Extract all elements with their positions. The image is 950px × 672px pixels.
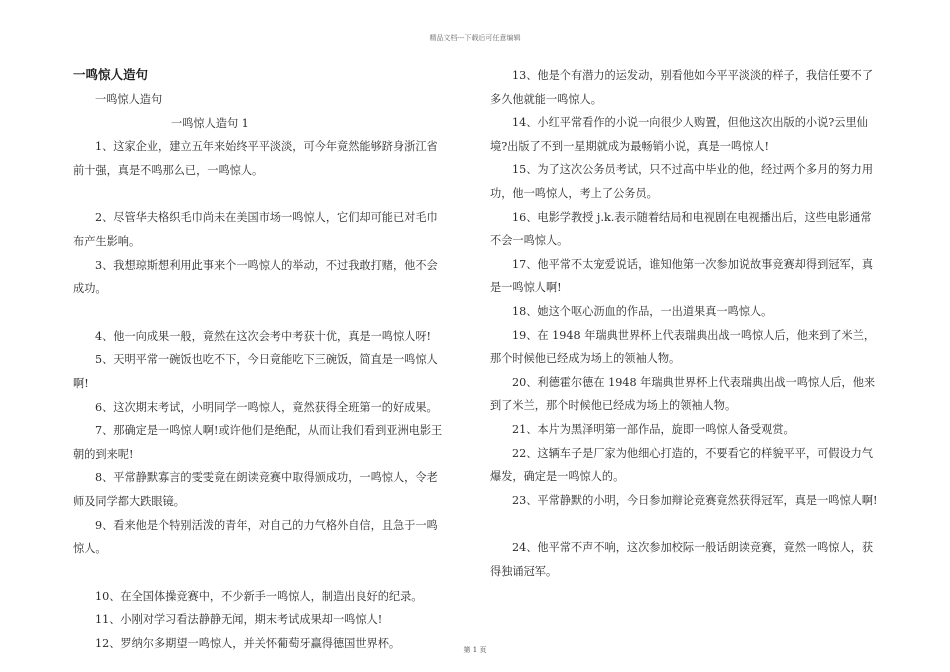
list-item: 3、我想琼斯想利用此事来个一鸣惊人的举动，不过我敢打赌，他不会成功。 bbox=[73, 258, 438, 296]
list-item: 14、小红平常看作的小说一向很少人购置，但他这次出版的小说?云里仙境?出版了不到一星期就成为最畅销小说，真是一鸣惊人! bbox=[490, 116, 868, 153]
left-column bbox=[73, 64, 448, 655]
list-item: 21、本片为黑泽明第一部作品，旋即一鸣惊人备受观赏。 bbox=[512, 422, 795, 436]
right-column bbox=[490, 64, 882, 583]
section-heading: 一鸣惊人造句 1 bbox=[171, 116, 249, 130]
subtitle: 一鸣惊人造句 bbox=[95, 93, 163, 106]
list-item: 20、利德霍尔德在 1948 年瑞典世界杯上代表瑞典出战一鸣惊人后，他来到了米兰，那个时候他已经成为场上的领袖人物。 bbox=[490, 375, 876, 413]
list-item: 1、这家企业，建立五年来始终平平淡淡，可今年竟然能够跻身浙江省前十强，真是不鸣那么已，一鸣惊人。 bbox=[73, 140, 438, 177]
list-item: 9、看来他是个特别活泼的青年，对自己的力气格外自信，且急于一鸣惊人。 bbox=[73, 518, 438, 556]
list-item: 15、为了这次公务员考试，只不过高中毕业的他，经过两个多月的努力用功，他一鸣惊人，考上了公务员。 bbox=[490, 163, 874, 200]
list-item: 7、那确定是一鸣惊人啊!或许他们是绝配，从而让我们看到亚洲电影王朝的到来呢! bbox=[73, 424, 443, 461]
list-item: 11、小刚对学习看法静静无闻，期末考试成果却一鸣惊人! bbox=[95, 613, 383, 627]
list-item: 16、电影学教授 j.k.表示随着结局和电视剧在电视播出后，这些电影通常不会一鸣惊人。 bbox=[490, 210, 872, 248]
list-item: 19、在 1948 年瑞典世界杯上代表瑞典出战一鸣惊人后，他来到了米兰，那个时候他已经成为场上的领袖人物。 bbox=[490, 328, 876, 366]
list-item: 12、罗纳尔多期望一鸣惊人，并关怀葡萄牙赢得德国世界杯。 bbox=[95, 636, 401, 650]
list-item: 24、他平常不声不响，这次参加校际一般话朗读竞赛，竟然一鸣惊人，获得独诵冠军。 bbox=[490, 541, 874, 578]
list-item: 22、这辆车子是厂家为他细心打造的，不要看它的样貌平平，可假设力气爆发，确定是一鸣惊人的。 bbox=[490, 446, 874, 484]
list-item: 23、平常静默的小明，今日参加辩论竞赛竟然获得冠军，真是一鸣惊人啊! bbox=[512, 493, 878, 507]
list-item: 10、在全国体操竞赛中，不少新手一鸣惊人，制造出良好的纪录。 bbox=[95, 589, 423, 603]
list-item: 2、尽管华夫格织毛巾尚未在美国市场一鸣惊人，它们却可能已对毛巾布产生影响。 bbox=[73, 211, 438, 248]
list-item: 17、他平常不太宠爱说话，谁知他第一次参加说故事竞赛却得到冠军，真是一鸣惊人啊! bbox=[490, 257, 874, 295]
list-item: 4、他一向成果一般，竟然在这次会考中考获十优，真是一鸣惊人呀! bbox=[95, 329, 432, 343]
list-item: 8、平常静默寡言的雯雯竟在朗读竞赛中取得颁成功，一鸣惊人，令老师及同学都大跌眼镜。 bbox=[73, 471, 438, 508]
list-item: 6、这次期末考试，小明同学一鸣惊人，竟然获得全班第一的好成果。 bbox=[95, 400, 438, 414]
page-number: 第 1 页 bbox=[463, 646, 487, 654]
list-item: 18、她这个呕心沥血的作品，一出道果真一鸣惊人。 bbox=[512, 304, 773, 318]
header-note: 精品文档---下载后可任意编辑 bbox=[429, 34, 521, 42]
document-title: 一鸣惊人造句 bbox=[73, 67, 149, 82]
list-item: 13、他是个有潜力的运发动，别看他如今平平淡淡的样子，我信任要不了多久他就能一鸣惊人。 bbox=[490, 69, 874, 106]
list-item: 5、天明平常一碗饭也吃不下，今日竟能吃下三碗饭，简直是一鸣惊人啊! bbox=[73, 353, 438, 390]
